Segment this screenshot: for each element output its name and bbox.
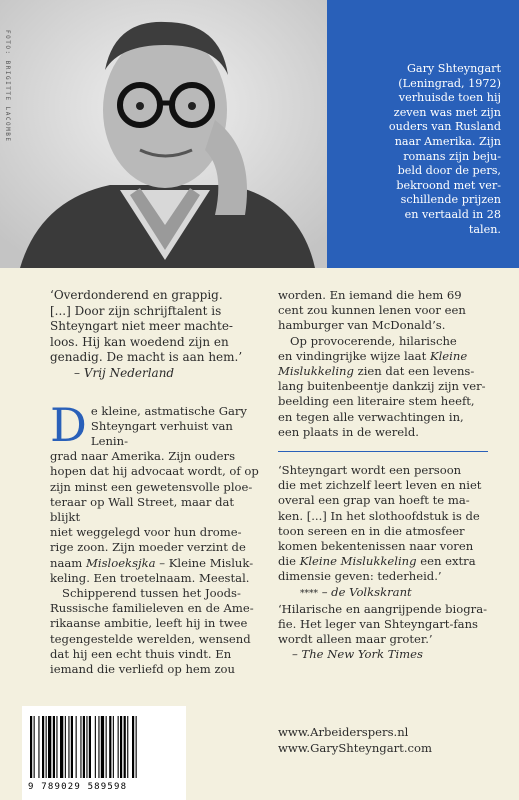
isbn-number: 9 789029 589598 [28,782,128,792]
right-column [278,288,496,663]
body-line: zijn minst een gewetensvolle ploe- [50,479,253,494]
body-line: cent zou kunnen lenen voor een [278,303,466,318]
barcode-bar [113,716,114,778]
barcode-bar [120,716,122,778]
barcode-bar [83,716,85,778]
barcode-bar [86,716,87,778]
barcode-bar [71,716,73,778]
quote-line: loos. Hij kan woedend zijn en [50,334,229,349]
quote-line: ken. [...] In het slothoofdstuk is de [278,508,480,523]
quote-text: een extra [416,554,476,569]
quote-line: fie. Het leger van Shteyngart-fans [278,617,478,632]
quote-line: ‘Hilarische en aangrijpende biogra- [278,601,488,616]
bio-line: romans zijn beju- [403,149,501,163]
bio-line: (Leningrad, 1972) [398,76,501,90]
blurb-paragraph-2 [50,586,265,677]
barcode-bar [109,716,111,778]
barcode-bar [76,716,77,778]
left-column [50,288,265,677]
quote-line [278,554,496,569]
isbn-barcode [22,706,186,800]
quote-line: wordt alleen maar groter.’ [278,632,433,647]
body-line: keling. Een troetelnaam. Meestal. [50,570,250,585]
blurb-paragraph-3 [278,288,496,334]
quote-text: die [278,554,300,569]
barcode-bar [68,716,69,778]
body-line: teraar op Wall Street, maar dat blijkt [50,494,235,524]
body-line: worden. En iemand die hem 69 [278,288,462,302]
barcode-bar [53,716,55,778]
quote-line: dimensie geven: tederheid.’ [278,569,442,584]
quote-nyt [278,602,496,663]
body-line: Schipperend tussen het Joods- [62,586,241,600]
bio-line: ouders van Rusland [388,120,501,134]
body-line: dat hij een echt thuis vindt. En [50,646,232,661]
body-line: hopen dat hij advocaat wordt, of op [50,464,259,479]
barcode-bar [30,716,32,778]
body-line: tegengestelde werelden, wensend [50,631,251,646]
body-line: grad naar Amerika. Zijn ouders [50,449,236,464]
barcode-bar [80,716,81,778]
quote-volkskrant [278,463,496,602]
body-line: beelding een literaire stem heeft, [278,394,475,409]
body-line: en tegen alle verwachtingen in, [278,409,464,424]
body-line [50,556,265,571]
body-line: lang buitenbeentje dankzij zijn ver- [278,379,486,394]
nickname-italic: Misloeksjka [85,555,156,570]
rating-stars: **** [300,588,318,599]
quote-line: genadig. De macht is aan hem.’ [50,350,243,365]
barcode-bar [101,716,104,778]
barcode-bar [46,716,47,778]
barcode-bar [48,716,51,778]
barcode-bar [118,716,119,778]
barcode-bar [106,716,107,778]
body-line: niet weggelegd voor hun drome- [50,525,242,540]
barcode-bar [98,716,99,778]
body-line: e kleine, astmatische Gary [90,403,247,418]
barcode-bars [30,716,178,780]
bio-line: Gary Shteyngart [406,62,501,75]
quote-source: – de Volkskrant [321,584,412,599]
quote-line: ‘Overdonderend en grappig. [50,288,223,302]
publisher-url[interactable]: www.Arbeiderspers.nl [278,725,409,739]
bio-line: talen. [468,222,501,236]
author-bio-panel [327,0,519,268]
body-line: Russische familieleven en de Ame- [50,601,254,616]
body-text: en vindingrijke wijze laat [278,348,430,363]
body-line: Shteyngart verhuist van Lenin- [90,418,233,448]
quote-line: Shteyngart niet meer machte- [50,319,233,334]
barcode-bar [65,716,66,778]
bio-line: bekroond met ver- [396,178,501,192]
quote-line: die met zichzelf leert leven en niet [278,478,482,493]
bio-line: beld door de pers, [397,164,501,178]
title-italic: Kleine [429,348,468,363]
body-line: een plaats in de wereld. [278,424,419,439]
quote-line: overal een grap van hoeft te ma- [278,493,470,508]
barcode-bar [60,716,63,778]
author-photo [0,0,327,268]
barcode-bar [127,716,128,778]
divider [278,451,488,452]
quote-source-text: – The New York Times [292,647,423,662]
body-line: rikaanse ambitie, leeft hij in twee [50,616,248,631]
author-portrait-image [0,0,327,268]
body-text: naam [50,555,86,570]
barcode-bar [34,716,35,778]
title-italic: Kleine Mislukkeling [299,554,417,569]
barcode-bar [132,716,134,778]
body-line [278,364,496,379]
bio-line: schillende prijzen [400,193,501,207]
barcode-bar [56,716,57,778]
body-line: rige zoon. Zijn moeder verzint de [50,540,246,555]
barcode-bar [124,716,126,778]
quote-vrij-nederland [50,288,265,382]
body-text: zien dat een levens- [353,364,475,379]
photo-credit: FOTO: BRIGITTE LACOMBE [4,30,11,143]
quote-source-line [300,585,496,602]
body-text: – Kleine Misluk- [155,555,254,570]
barcode-bar [136,716,137,778]
barcode-bar [38,716,39,778]
quote-line: komen bekentenissen naar voren [278,539,474,554]
bio-line: naar Amerika. Zijn [394,134,501,148]
author-url[interactable]: www.GaryShteyngart.com [278,741,432,755]
bio-line: en vertaald in 28 [404,207,501,221]
title-italic: Mislukkeling [278,364,354,379]
barcode-bar [89,716,91,778]
blurb-paragraph-1 [50,397,265,586]
quote-source [292,647,496,662]
bio-line: zeven was met zijn [393,105,501,119]
body-line [278,349,496,364]
website-links [278,724,432,756]
barcode-bar [95,716,96,778]
quote-line: ‘Shteyngart wordt een persoon [278,463,462,478]
body-line: Op provocerende, hilarische [290,333,457,348]
quote-line: toon sereen en in die atmosfeer [278,523,465,538]
bio-line: verhuisde toen hij [398,91,501,105]
quote-source: – Vrij Nederland [74,365,175,380]
quote-line: [...] Door zijn schrijftalent is [50,303,222,318]
body-line: iemand die verliefd op hem zou [50,662,236,677]
barcode-bar [42,716,44,778]
drop-cap: D [50,397,87,452]
top-section [0,0,519,268]
blurb-paragraph-4 [278,334,496,440]
author-bio [327,62,501,237]
body-line: hamburger van McDonald’s. [278,318,446,333]
